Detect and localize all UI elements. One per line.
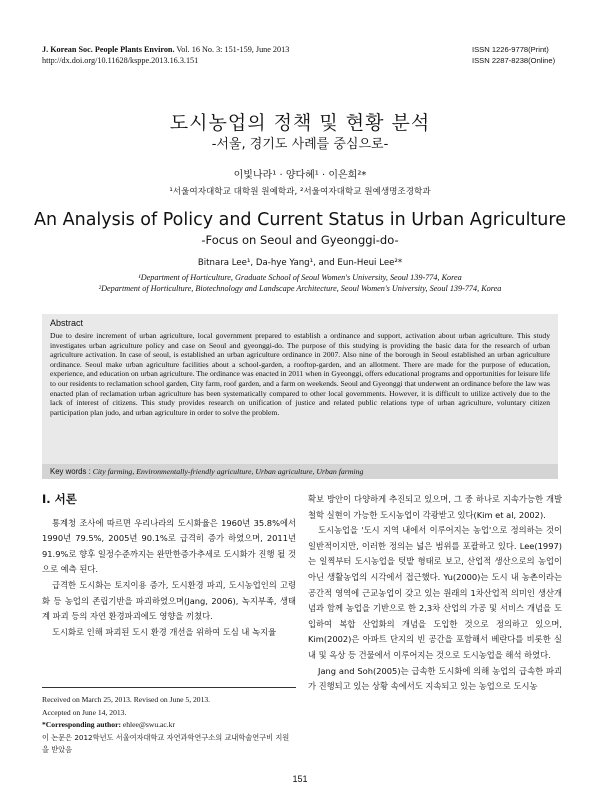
body-paragraph: 통계청 조사에 따르면 우리나라의 도시화율은 1960년 35.8%에서 1990년 79.5%, 2005년 90.1%로 급격히 증가 하였으며, 2011년 91.9%로 향후 일정수준까지는 완만한증가추세로 도시화가 진행 될 것으로 예측 된다. [42,517,296,575]
body-right-column [308,492,562,695]
journal-name: J. Korean Soc. People Plants Environ. [42,45,175,54]
korean-affiliations: ¹서울여자대학교 대학원 원예학과, ²서울여자대학교 원예생명조경학과 [169,187,431,197]
affiliation-2: ²Department of Horticulture, Biotechnology and Landscape Architecture, Seoul Women's University, Seoul 139-774, Korea [98,284,502,293]
affiliation-1: ¹Department of Horticulture, Graduate School of Seoul Women's University, Seoul 139-774, Korea [138,273,462,282]
keywords-label: Key words : [50,467,91,476]
body-left-column [42,492,296,640]
footnotes [42,694,296,757]
english-title: An Analysis of Policy and Current Status in Urban Agriculture [34,210,566,230]
section-title: Ⅰ. 서론 [42,492,77,506]
corresponding-author [42,719,296,732]
body-paragraph: 도시농업을 '도시 지역 내에서 이루어지는 농업'으로 정의하는 것이 일반적이지만, 이러한 정의는 넓은 범위를 포괄하고 있다. Lee(1997)는 일찍부터 도시농업을 텃밭 형태로 보고, 산업적 생산으로의 농업이 아닌 생활농업의 시각에서 접근했다. Yu(2000)는 도시 내 농촌이라는 공간적 영역에 근교농업이 갖고 있는 원래의 1차산업적 의미인 생산개념과 함께 농업을 기반으로 한 2,3차 산업의 가공 및 서비스 개념을 도입하여 복합 산업화의 개념을 도입한 것으로 정의하고 있으며, Kim(2002)은 아파트 단지의 빈 공간을 포함해서 베란다를 비롯한 실내 및 옥상 등 건물에서 이루어지는 것으로 도시농업을 해석 하였다. [308,525,562,660]
body-paragraph: Jang and Soh(2005)는 급속한 도시화에 의해 농업의 급속한 파괴가 진행되고 있는 상황 속에서도 지속되고 있는 농업으로 도시농 [308,665,562,692]
english-affiliations [0,272,600,294]
funding-note: 이 논문은 2012학년도 서울여자대학교 자연과학연구소의 교내학술연구비 지원을 받았음 [42,732,290,754]
journal-header [42,44,289,66]
corresponding-email[interactable]: ehlee@swu.ac.kr [120,720,175,729]
accepted-date: Accepted on June 14, 2013. [42,707,127,717]
journal-volume: Vol. 16 No. 3: 151-159, June 2013 [174,45,290,54]
issn-print: ISSN 1226-9778(Print) [472,45,549,54]
korean-title: 도시농업의 정책 및 현황 분석 [169,112,431,134]
body-paragraph: 확보 방안이 다양하게 추진되고 있으며, 그 중 하나로 지속가능한 개발 철학 실현이 가능한 도시농업이 각광받고 있다(Kim et al, 2002). [308,494,562,520]
english-authors: Bitnara Lee¹, Da-hye Yang¹, and Eun-Heui Lee²* [197,258,403,268]
english-subtitle: -Focus on Seoul and Gyeonggi-do- [201,233,399,247]
doi-link[interactable]: http://dx.doi.org/10.11628/ksppe.2013.16.3.151 [42,56,199,65]
korean-subtitle: -서울, 경기도 사례를 중심으로- [211,137,389,152]
journal-citation [42,44,289,55]
abstract-heading: Abstract [50,318,84,328]
received-date: Received on March 25, 2013. Revised on June 5, 2013. [42,695,211,704]
issn-block [472,44,555,66]
corresponding-label: *Corresponding author: [42,720,121,729]
page-number: 151 [292,774,308,784]
abstract-box [42,314,558,464]
abstract-text: Due to desire increment of urban agriculture, local government prepared to establish a ordinance and support, activation about urban agriculture. This study investigates urban agriculture policy and case on Seoul and gyeonggi-do. The purpose of this studying is providing the basic data for the research of urban agriculture activation. In case of seoul, is established an urban agriculture ordinance in 2007. Also nine of the borough in Seoul established an urban agriculture ordinance. Seoul make urban agriculture facilities about a school-garden, a rooftop-garden, and an allotment. There are made for the purpose of education, experience, and education on urban agriculture. The ordinance was enacted in 2011 when in Gyeonggi, offers educational programs and opportunities for leisure life to our residents to reclamation school garden, City farm, roof garden, and a farm on weekends. Seoul and Gyeonggi that underwent an ordinance before the law was enacted plan of reclamation urban agriculture has been systematically compared to other local governments. However, it is difficult to utilize actively due to the lack of interest of citizens. This study provides research on unification of justice and related public relations type of urban agriculture, voluntary citizen participation plan judo, and urban agriculture in order to solve the problem. [50,331,550,417]
body-paragraph: 급격한 도시화는 토지이용 증가, 도시환경 파괴, 도시농업인의 고령화 등 농업의 존립기반을 파괴하였으며(Jang, 2006), 녹지부족, 생태계 파괴 등의 자연 환경파괴에도 영향을 끼쳤다. [42,579,296,622]
body-paragraph: 도시화로 인해 파괴된 도시 환경 개선을 위하여 도심 내 녹지율 [52,626,277,637]
footnote-divider [42,687,296,688]
korean-authors: 이빛나라¹ · 양다혜¹ · 이은희²* [233,170,367,181]
issn-online: ISSN 2287-8238(Online) [472,56,556,65]
keywords-box [42,464,558,479]
keywords-text: City farming, Environmentally-friendly agriculture, Urban agriculture, Urban farming [92,467,364,476]
